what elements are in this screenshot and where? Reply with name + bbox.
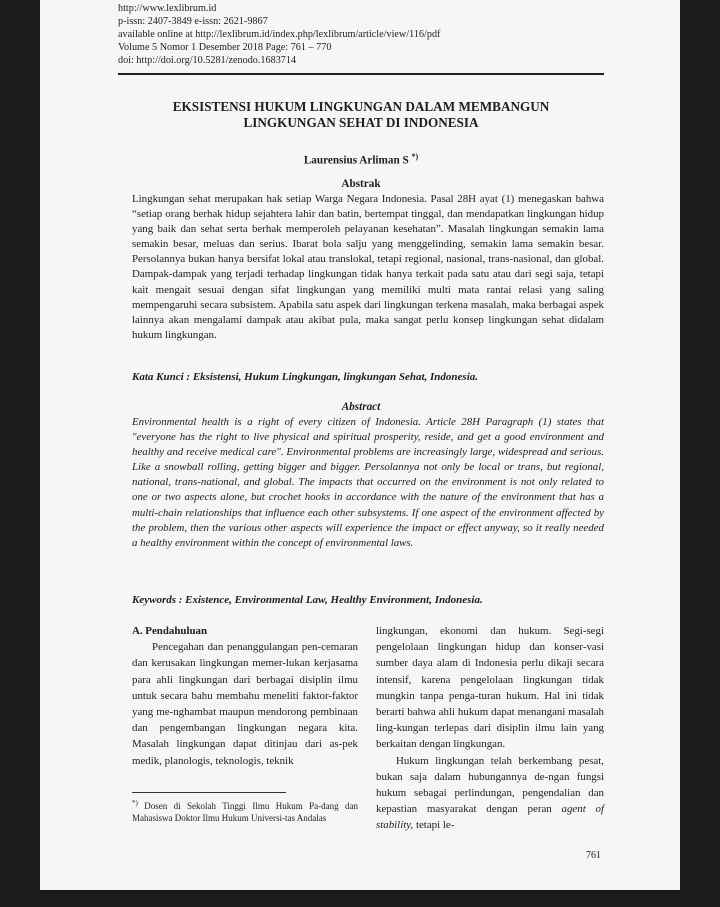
paper-title xyxy=(132,99,590,131)
kata-kunci: Kata Kunci : Eksistensi, Hukum Lingkungan, lingkungan Sehat, Indonesia. xyxy=(132,371,479,383)
paragraph-left: Pencegahan dan penanggulangan pen-cemaran dan kerusakan lingkungan memer-lukan kerjasama para ahli lingkungan dari berbagai disiplin ilmu untuk secara bahu membahu meneliti faktor-faktor yang me-nghambat maupun mendorong pembinaan dan pengembangan lingkungan negara kita. Masalah lingkungan dapat ditinjau dari as-pek medik, planologis, teknologis, teknik xyxy=(132,641,358,767)
section-heading: A. Pendahuluan xyxy=(132,625,208,637)
footnote-text: Dosen di Sekolah Tinggi Ilmu Hukum Pa-dang dan Mahasiswa Doktor Ilmu Hukum Universi-tas Andalas xyxy=(132,801,358,823)
footnote-mark: *) xyxy=(132,799,138,807)
abstract-heading: Abstract xyxy=(341,401,381,413)
journal-issn: p-issn: 2407-3849 e-issn: 2621-9867 xyxy=(118,16,268,27)
author-name: Laurensius Arliman S xyxy=(303,154,409,167)
journal-url: http://www.lexlibrum.id xyxy=(118,3,217,14)
footnote-rule xyxy=(132,792,286,793)
journal-page xyxy=(40,0,680,890)
header-rule xyxy=(118,73,604,75)
paper-title-line-2: LINGKUNGAN SEHAT DI INDONESIA xyxy=(243,115,479,130)
keywords: Keywords : Existence, Environmental Law, Healthy Environment, Indonesia. xyxy=(132,594,483,606)
paragraph-right-2-tail: tetapi le- xyxy=(413,819,455,832)
journal-availability: available online at http://lexlibrum.id/index.php/lexlibrum/article/view/116/pdf xyxy=(118,29,441,40)
footnote xyxy=(132,797,358,824)
author-footnote-mark: *) xyxy=(411,152,419,161)
paper-title-line-1: EKSISTENSI HUKUM LINGKUNGAN DALAM MEMBANGUN xyxy=(172,99,550,114)
body-column-left xyxy=(132,623,358,769)
paragraph-right-2-emphasis: agent of stability, xyxy=(376,803,604,832)
journal-header xyxy=(118,2,440,67)
paragraph-right-2 xyxy=(376,753,604,834)
body-column-right xyxy=(376,623,604,834)
journal-doi: doi: http://doi.org/10.5281/zenodo.1683714 xyxy=(118,55,297,66)
abstrak-heading: Abstrak xyxy=(341,178,381,190)
abstract-text: Environmental health is a right of every citizen of Indonesia. Article 28H Paragraph (1) states that "everyone has the right to live physical and spiritual prosperity, reside, and get a good environment and healthy and receive medical care". Environmental problems are increasingly large, widespread and serious. Like a snowball rolling, getting bigger and bigger. Persolannya not only be local or trans, but regional, national, trans-national, and global. The impacts that occurred on the environment is not only related to one or two aspects alone, but crochet hooks in accordance with the nature of the environment that has a multi-chain relationships that influence each other subsystems. If one aspect of the environment affected by the problem, then the various other aspects will experience the impact or effect anyway, so it really needed a healthy environment within the concept of environmental laws. xyxy=(132,416,604,549)
paragraph-right-2-text: Hukum lingkungan telah berkembang pesat, bukan saja dalam hubungannya de-ngan fungsi hukum sebagai perlindungan, pengendalian dan kepastian masyarakat dengan peran xyxy=(376,754,604,816)
abstrak-text: Lingkungan sehat merupakan hak setiap Warga Negara Indonesia. Pasal 28H ayat (1) menegaskan bahwa “setiap orang berhak hidup sejahtera lahir dan batin, bertempat tinggal, dan mendapatkan lingkungan hidup yang baik dan sehat serta berhak memperoleh pelayanan kesehatan”. Masalah lingkungan semakin lama semakin besar, meluas dan serius. Ibarat bola salju yang menggelinding, semakin lama semakin besar. Persolannya bukan hanya bersifat lokal atau translokal, tetapi regional, nasional, trans-nasional, dan global. Dampak-dampak yang terjadi terhadap lingkungan tidak hanya terkait pada satu atau dari segi saja, tetapi kait mengait sesuai dengan sifat lingkungan yang memiliki multi mata rantai relasi yang saling mempengaruhi secara subsistem. Apabila satu aspek dari lingkungan terkena masalah, maka berbagai aspek lainnya akan mengalami dampak atau akibat pula, maka sangat perlu konsep lingkungan sehat didalam hukum lingkungan. xyxy=(132,193,604,341)
paragraph-right-1: lingkungan, ekonomi dan hukum. Segi-segi pengelolaan lingkungan hidup dan konser-vasi sumber daya alam di Indonesia perlu dikaji secara intensif, karena pengelolaan lingkungan tidak mungkin tanpa penga-turan hukum. Hal ini tidak berarti bahwa ahli hukum dapat menangani masalah ling-kungan terlepas dari disiplin ilmu lain yang berkaitan dengan lingkungan. xyxy=(376,625,604,751)
page-number: 761 xyxy=(586,850,601,861)
author-line xyxy=(132,152,590,167)
journal-volume: Volume 5 Nomor 1 Desember 2018 Page: 761 – 770 xyxy=(118,42,332,53)
